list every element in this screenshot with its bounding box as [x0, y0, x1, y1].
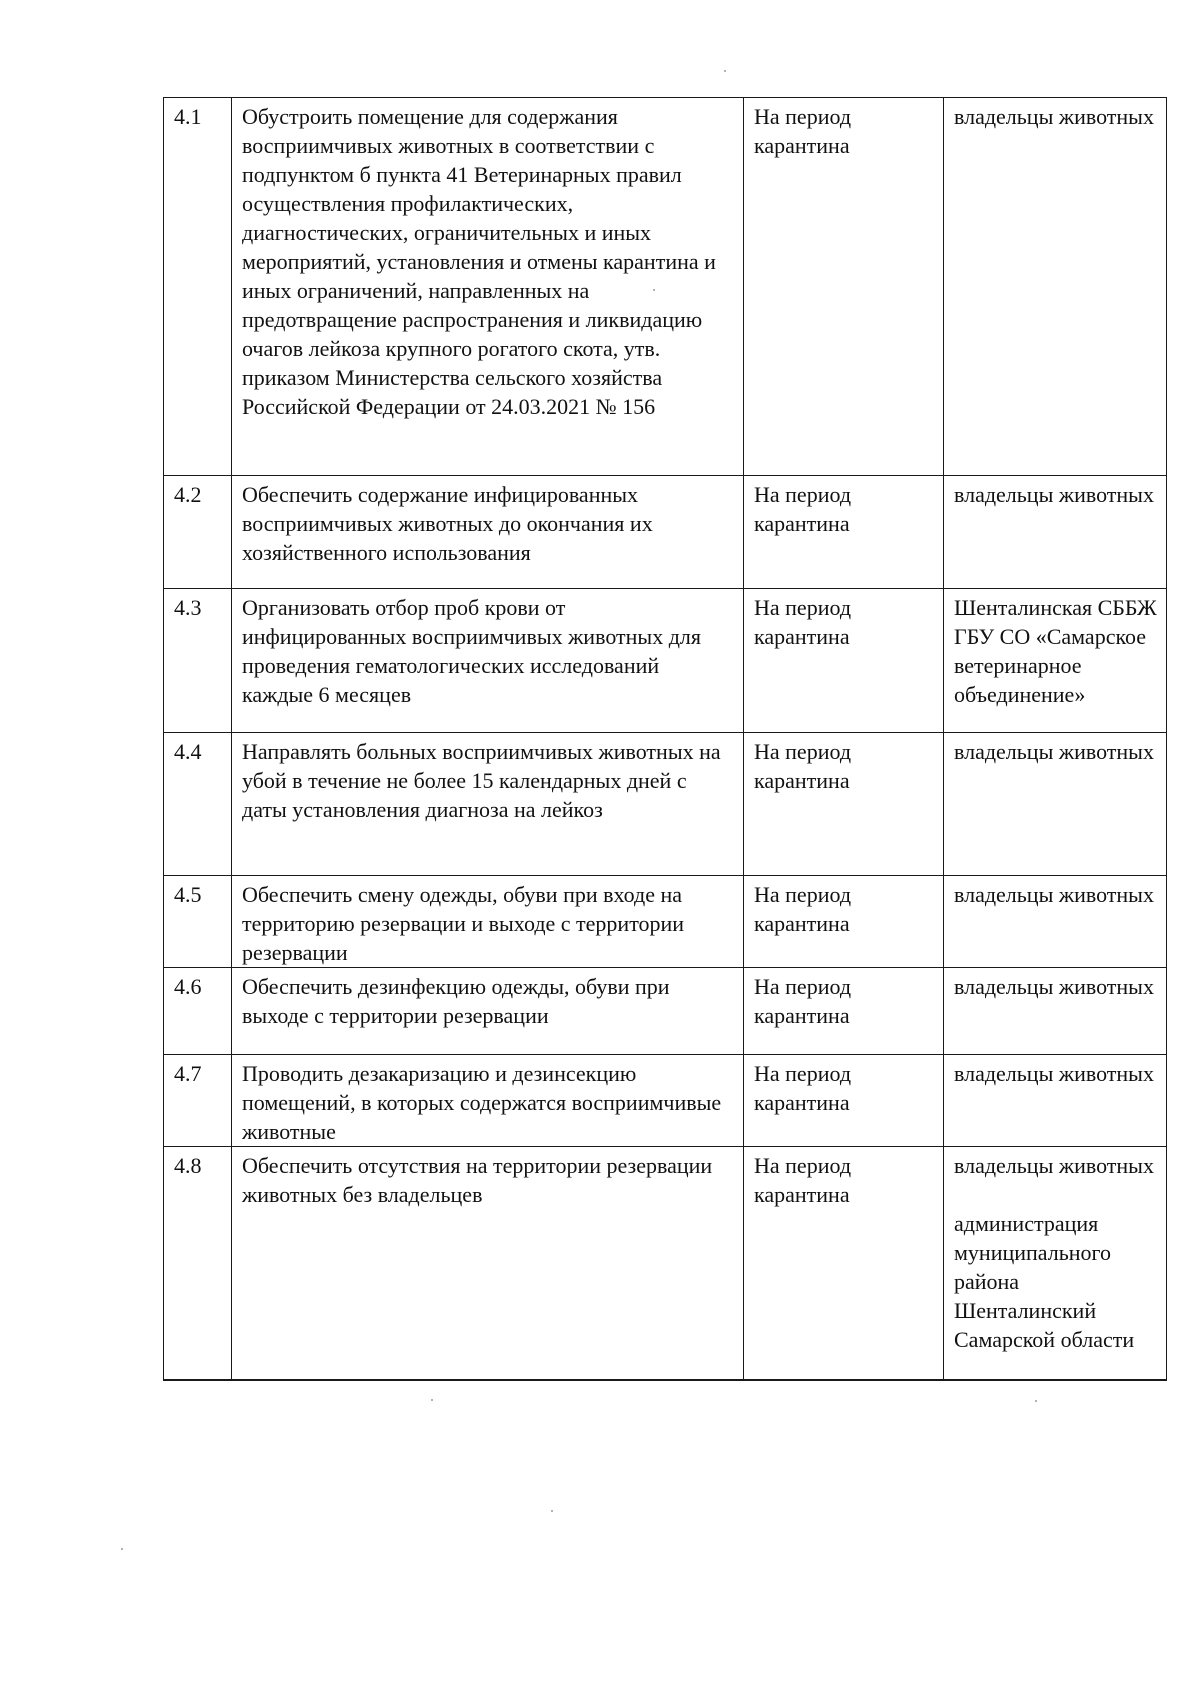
responsible-text: владельцы животных	[944, 968, 1167, 1055]
responsible-extra-text: администрация муниципального района Шенталинский Самарской области	[954, 1211, 1135, 1352]
table-row	[164, 476, 1167, 589]
term-text: На период карантина	[744, 968, 944, 1055]
row-number: 4.7	[164, 1055, 232, 1147]
table-row	[164, 1147, 1167, 1380]
scan-speck	[551, 1510, 553, 1512]
measure-text: Организовать отбор проб крови от инфицированных восприимчивых животных для проведения гематологических исследований каждые 6 месяцев	[232, 589, 744, 733]
measure-text: Обеспечить дезинфекцию одежды, обуви при выходе с территории резервации	[232, 968, 744, 1055]
table-row	[164, 589, 1167, 733]
measure-text: Обеспечить смену одежды, обуви при входе на территорию резервации и выходе с территории резервации	[232, 876, 744, 968]
table-row	[164, 968, 1167, 1055]
row-number: 4.2	[164, 476, 232, 589]
term-text: На период карантина	[744, 98, 944, 476]
term-text: На период карантина	[744, 876, 944, 968]
scan-speck	[121, 1548, 123, 1550]
scan-speck	[1035, 1400, 1037, 1402]
responsible-text: владельцы животных	[944, 1055, 1167, 1147]
measure-text: Обустроить помещение для содержания восприимчивых животных в соответствии с подпунктом б пункта 41 Ветеринарных правил осуществления профилактических, диагностических, ограничительных и иных мероприятий, установления и отмены карантина и иных ограничений, направленных на предотвращение распространения и ликвидацию очагов лейкоза крупного рогатого скота, утв. приказом Министерства сельского хозяйства Российской Федерации от 24.03.2021 № 156	[232, 98, 744, 476]
paragraph-gap	[954, 1180, 1162, 1209]
row-number: 4.1	[164, 98, 232, 476]
row-number: 4.4	[164, 733, 232, 876]
row-number: 4.8	[164, 1147, 232, 1380]
responsible-text: Шенталинская СББЖ ГБУ СО «Самарское ветеринарное объединение»	[944, 589, 1167, 733]
table-row	[164, 98, 1167, 476]
table-row	[164, 1055, 1167, 1147]
responsible-text: владельцы животных	[944, 476, 1167, 589]
term-text: На период карантина	[744, 1055, 944, 1147]
responsible-cell	[944, 1147, 1167, 1380]
term-text: На период карантина	[744, 1147, 944, 1380]
scan-speck	[653, 289, 655, 291]
row-number: 4.3	[164, 589, 232, 733]
measure-text: Обеспечить отсутствия на территории резервации животных без владельцев	[232, 1147, 744, 1380]
measures-table	[163, 97, 1167, 1381]
row-number: 4.5	[164, 876, 232, 968]
measure-text: Направлять больных восприимчивых животных на убой в течение не более 15 календарных дней с даты установления диагноза на лейкоз	[232, 733, 744, 876]
responsible-text: владельцы животных	[954, 1153, 1154, 1178]
responsible-text: владельцы животных	[944, 733, 1167, 876]
table-row	[164, 733, 1167, 876]
responsible-text: владельцы животных	[944, 876, 1167, 968]
row-number: 4.6	[164, 968, 232, 1055]
scan-speck	[431, 1399, 433, 1401]
term-text: На период карантина	[744, 589, 944, 733]
term-text: На период карантина	[744, 733, 944, 876]
measure-text: Обеспечить содержание инфицированных восприимчивых животных до окончания их хозяйственного использования	[232, 476, 744, 589]
term-text: На период карантина	[744, 476, 944, 589]
measure-text: Проводить дезакаризацию и дезинсекцию помещений, в которых содержатся восприимчивые животные	[232, 1055, 744, 1147]
responsible-text: владельцы животных	[944, 98, 1167, 476]
scan-speck	[724, 70, 726, 72]
table-row	[164, 876, 1167, 968]
